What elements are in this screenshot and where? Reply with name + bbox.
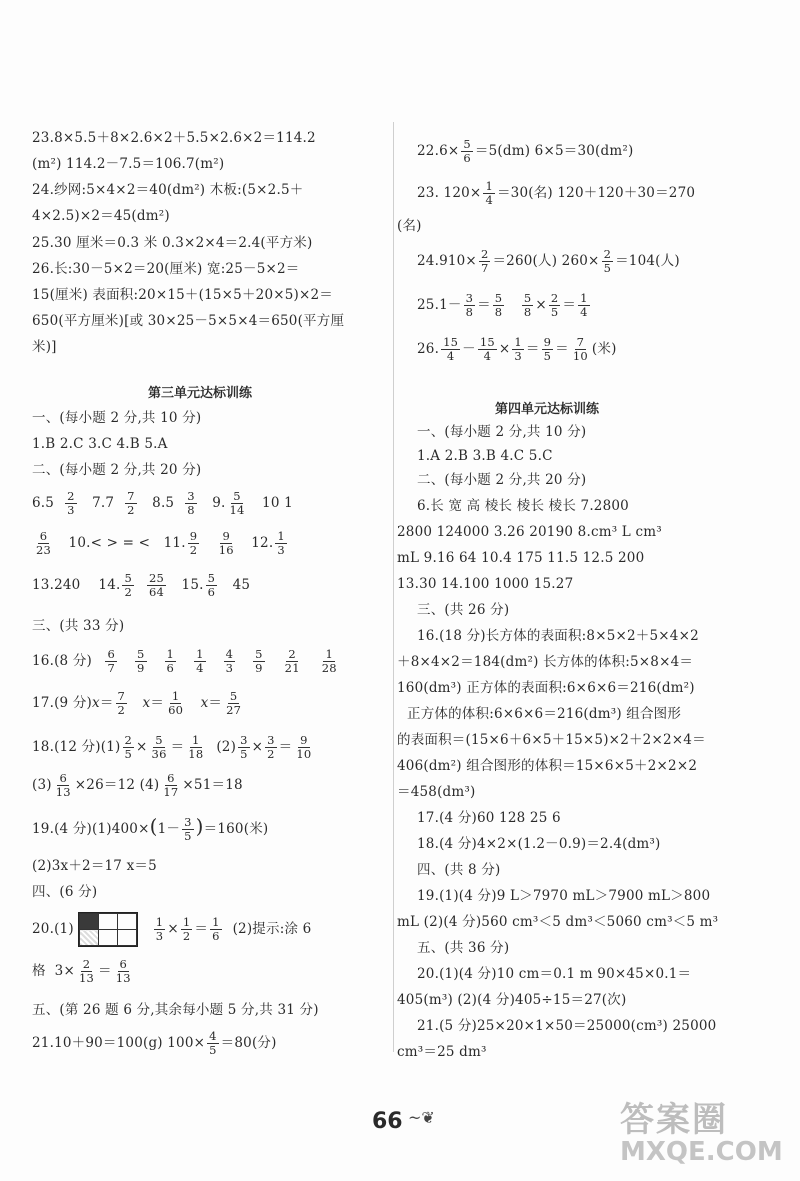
fraction: $\frac{6}{13}$ xyxy=(55,771,71,799)
fraction: $\frac{5}{9}$ xyxy=(255,647,263,675)
r24-result: ＝104(人) xyxy=(615,253,680,269)
unit4-section2-line2: 2800 124000 3.26 20190 8.cm³ L cm³ xyxy=(397,524,662,540)
watermark-logo: 答案圈 xyxy=(620,1100,728,1140)
q10-label: 10.< > = < xyxy=(68,535,151,551)
fraction: $\frac{25}{64}$ xyxy=(149,571,165,599)
unit3-q13-15 xyxy=(32,572,250,599)
unit3-q16 xyxy=(32,648,348,675)
fraction: $\frac{1}{4}$ xyxy=(485,179,493,207)
column-divider xyxy=(393,122,394,1052)
answer-26-line3: 650(平方厘米)[或 30×25－5×5×4＝650(平方厘 xyxy=(32,313,345,329)
fraction: $\frac{2}{3}$ xyxy=(67,489,75,517)
q19-label: 19.(4 分)(1)400× xyxy=(32,821,150,837)
unit4-q16-line6: 406(dm²) 组合图形的体积＝15×6×5＋2×2×2 xyxy=(397,758,698,774)
unit3-q20-line1: 20.(1) $\frac{1}{3}$ × $\frac{1}{2}$ ＝ $\frac{1}{6}$ (2)提示:涂 6 xyxy=(32,912,311,947)
fraction: $\frac{1}{3}$ xyxy=(514,335,522,363)
unit4-section4-header: 四、(共 8 分) xyxy=(417,862,501,878)
r23-result: ＝30(名) 120＋120＋30＝270 xyxy=(496,185,696,201)
q18-part4-expr: ×51＝18 xyxy=(182,777,243,793)
fraction: $\frac{2}{5}$ xyxy=(603,247,612,275)
q18-part3-label: (3) xyxy=(32,777,52,793)
q18-part3-expr: ×26＝12 (4) xyxy=(74,777,160,793)
q11-label: 11. xyxy=(163,535,186,551)
unit4-q21-line1: 21.(5 分)25×20×1×50＝25000(cm³) 25000 xyxy=(417,1018,717,1034)
unit3-q6-9 xyxy=(32,490,293,517)
unit3-q18-line2 xyxy=(32,772,243,799)
r26-label: 26. xyxy=(417,341,440,357)
fraction: $\frac{2}{21}$ xyxy=(284,647,300,675)
q12-label: 12. xyxy=(251,535,274,551)
fraction: $\frac{1}{6}$ xyxy=(212,915,220,943)
site-watermark xyxy=(620,1092,800,1167)
unit4-q19-line2: mL (2)(4 分)560 cm³＜5 dm³＜5060 cm³＜5 m³ xyxy=(397,914,719,930)
unit4-q17: 17.(4 分)60 128 25 6 xyxy=(417,810,561,826)
r23-label: 23. 120× xyxy=(417,185,482,201)
unit4-q16-line4: 正方体的体积:6×6×6＝216(dm³) 组合图形 xyxy=(407,706,682,722)
fraction: $\frac{5}{6}$ xyxy=(207,571,216,599)
unit4-section2-line3: mL 9.16 64 10.4 175 11.5 12.5 200 xyxy=(397,550,645,566)
fraction: $\frac{1}{60}$ xyxy=(168,689,184,717)
r26-unit: (米) xyxy=(591,341,617,357)
fraction: $\frac{9}{5}$ xyxy=(543,335,552,363)
fraction: $\frac{6}{23}$ xyxy=(36,529,52,557)
fraction: $\frac{6}{17}$ xyxy=(163,771,179,799)
fraction: $\frac{4}{3}$ xyxy=(225,647,234,675)
unit4-q21-line2: cm³＝25 dm³ xyxy=(397,1044,487,1060)
watermark-url: MXQE.COM xyxy=(620,1137,783,1167)
q21-result: ＝80(分) xyxy=(220,1035,277,1051)
page-number: 66 xyxy=(372,1109,403,1134)
answer-23-line2: (m²) 114.2－7.5＝106.7(m²) xyxy=(32,156,225,172)
unit4-q16-line2: ＋8×4×2＝184(dm²) 长方体的体积:5×8×4＝ xyxy=(397,654,694,670)
unit3-q17: 17.(9 分)x＝ $\frac{7}{2}$ x＝ $\frac{1}{60}$ x＝ $\frac{5}{27}$ xyxy=(32,689,242,717)
fraction: $\frac{6}{13}$ xyxy=(115,957,131,985)
fraction: $\frac{9}{10}$ xyxy=(296,733,312,761)
fraction: $\frac{15}{4}$ xyxy=(479,335,495,363)
unit4-q16-line1: 16.(18 分)长方体的表面积:8×5×2＋5×4×2 xyxy=(417,628,699,644)
page-ornament: ~❦ xyxy=(408,1108,435,1127)
unit3-q10-12 xyxy=(32,530,289,557)
shaded-grid-figure xyxy=(78,912,138,947)
q17-label: 17.(9 分) xyxy=(32,695,92,711)
unit4-section2-line4: 13.30 14.100 1000 15.27 xyxy=(397,576,574,592)
unit4-section2-line1: 6.长 宽 高 棱长 棱长 棱长 7.2800 xyxy=(417,498,629,514)
unit4-q19-line1: 19.(1)(4 分)9 L＞7970 mL＞7900 mL＞800 xyxy=(417,888,711,904)
q18-part2-label: (2) xyxy=(216,739,237,755)
unit4-q16-line5: 的表面积＝(15×6＋6×5＋15×5)×2＋2×2×4＝ xyxy=(397,732,706,748)
fraction: $\frac{3}{2}$ xyxy=(267,733,275,761)
unit3-q20-line2: 格 3× $\frac{2}{13}$ ＝ $\frac{6}{13}$ xyxy=(32,957,131,985)
fraction: $\frac{9}{2}$ xyxy=(189,529,198,557)
fraction: $\frac{5}{36}$ xyxy=(151,733,167,761)
q9-label: 9. xyxy=(212,495,226,511)
fraction: $\frac{3}{5}$ xyxy=(240,733,248,761)
q15-label: 15. xyxy=(181,577,204,593)
fraction: $\frac{5}{9}$ xyxy=(137,647,145,675)
fraction: $\frac{2}{5}$ xyxy=(124,733,133,761)
q16-label: 16.(8 分) xyxy=(32,653,92,669)
fraction: $\frac{2}{13}$ xyxy=(79,957,95,985)
answer-r22 xyxy=(417,138,633,165)
fraction: $\frac{5}{8}$ xyxy=(523,291,532,319)
fraction: $\frac{7}{2}$ xyxy=(117,689,126,717)
fraction: $\frac{1}{4}$ xyxy=(196,647,204,675)
q13-label: 13.240 xyxy=(32,577,81,593)
unit4-title: 第四单元达标训练 xyxy=(495,402,600,417)
fraction: $\frac{2}{7}$ xyxy=(480,247,489,275)
q20-label: 20.(1) xyxy=(32,921,74,937)
unit4-q16-line3: 160(dm³) 正方体的表面积:6×6×6＝216(dm²) xyxy=(397,680,695,696)
fraction: $\frac{9}{16}$ xyxy=(218,529,234,557)
q14-label: 14. xyxy=(98,577,121,593)
answer-r26: 26. $\frac{15}{4}$ － $\frac{15}{4}$ × $\frac{1}{3}$ ＝ $\frac{9}{5}$ ＝ $\frac{7}{10}$ (米) xyxy=(417,335,617,363)
answer-r23-unit: (名) xyxy=(397,218,422,234)
r24-label: 24.910× xyxy=(417,253,477,269)
unit3-section4-header: 四、(6 分) xyxy=(32,884,98,900)
fraction: $\frac{1}{18}$ xyxy=(188,733,204,761)
unit3-section5-header: 五、(第 26 题 6 分,其余每小题 5 分,共 31 分) xyxy=(32,1002,319,1018)
unit3-q19-line1: 19.(4 分)(1)400×(1－ $\frac{3}{5}$ )＝160(米) xyxy=(32,814,269,843)
answer-25: 25.30 厘米＝0.3 米 0.3×2×4＝2.4(平方米) xyxy=(32,235,313,251)
fraction: $\frac{7}{2}$ xyxy=(127,489,135,517)
q20-hint: (2)提示:涂 6 xyxy=(232,921,312,937)
r24-mid: ＝260(人) 260× xyxy=(492,253,600,269)
fraction: $\frac{1}{2}$ xyxy=(182,915,191,943)
unit4-q18: 18.(4 分)4×2×(1.2－0.9)＝2.4(dm³) xyxy=(417,836,661,852)
answer-r24 xyxy=(417,248,680,275)
q15-extra: 45 xyxy=(232,577,251,593)
r22-result: ＝5(dm) 6×5＝30(dm²) xyxy=(474,143,634,159)
q9-extra: 10 1 xyxy=(262,495,293,511)
fraction: $\frac{5}{6}$ xyxy=(463,137,471,165)
unit4-section3-header: 三、(共 26 分) xyxy=(417,602,510,618)
q6-label: 6.5 xyxy=(32,495,55,511)
unit3-section1-answers: 1.B 2.C 3.C 4.B 5.A xyxy=(32,436,168,452)
fraction: $\frac{1}{6}$ xyxy=(166,647,175,675)
fraction: $\frac{1}{4}$ xyxy=(580,291,588,319)
unit3-section3-header: 三、(共 33 分) xyxy=(32,618,125,634)
unit4-section1-answers: 1.A 2.B 3.B 4.C 5.C xyxy=(417,448,553,464)
fraction: $\frac{5}{14}$ xyxy=(229,489,245,517)
answer-26-line1: 26.长:30－5×2＝20(厘米) 宽:25－5×2＝ xyxy=(32,261,300,277)
fraction: $\frac{1}{3}$ xyxy=(277,529,285,557)
unit4-q16-line7: ＝458(dm³) xyxy=(397,784,476,800)
q8-label: 8.5 xyxy=(152,495,175,511)
unit4-q20-line2: 405(m³) (2)(4 分)405÷15＝27(次) xyxy=(397,992,627,1008)
fraction: $\frac{3}{8}$ xyxy=(187,489,195,517)
answer-24-line1: 24.纱网:5×4×2＝40(dm²) 木板:(5×2.5＋ xyxy=(32,182,304,198)
q7-label: 7.7 xyxy=(92,495,115,511)
fraction: $\frac{5}{27}$ xyxy=(226,689,242,717)
unit3-section1-header: 一、(每小题 2 分,共 10 分) xyxy=(32,410,202,426)
answer-23-line1: 23.8×5.5＋8×2.6×2＋5.5×2.6×2＝114.2 xyxy=(32,130,316,146)
q19-result: ＝160(米) xyxy=(203,821,269,837)
unit4-section1-header: 一、(每小题 2 分,共 10 分) xyxy=(417,424,587,440)
fraction: $\frac{15}{4}$ xyxy=(443,335,459,363)
q21-label: 21.10＋90＝100(g) 100× xyxy=(32,1035,206,1051)
q20-continuation: 格 xyxy=(32,963,46,979)
fraction: $\frac{7}{10}$ xyxy=(572,335,588,363)
q16-fractions xyxy=(96,647,347,675)
unit3-section2-header: 二、(每小题 2 分,共 20 分) xyxy=(32,462,202,478)
r25-label: 25.1－ xyxy=(417,297,462,313)
r22-label: 22.6× xyxy=(417,143,460,159)
fraction: $\frac{3}{8}$ xyxy=(465,291,474,319)
unit4-section5-header: 五、(共 36 分) xyxy=(417,940,510,956)
fraction: $\frac{5}{2}$ xyxy=(124,571,133,599)
fraction: $\frac{4}{5}$ xyxy=(209,1029,217,1057)
answer-26-line4: 米)] xyxy=(32,339,57,355)
unit3-q19-line2: (2)3x＋2＝17 x＝5 xyxy=(32,858,157,874)
fraction: $\frac{2}{5}$ xyxy=(550,291,559,319)
unit4-section2-header: 二、(每小题 2 分,共 20 分) xyxy=(417,472,587,488)
q18-label: 18.(12 分)(1) xyxy=(32,739,121,755)
answer-26-line2: 15(厘米) 表面积:20×15＋(15×5＋20×5)×2＝ xyxy=(32,287,334,303)
answer-r23 xyxy=(417,180,695,207)
fraction: $\frac{1}{3}$ xyxy=(155,915,164,943)
fraction: $\frac{3}{5}$ xyxy=(184,815,192,843)
fraction: $\frac{5}{8}$ xyxy=(494,291,503,319)
answer-r25: 25.1－ $\frac{3}{8}$ ＝ $\frac{5}{8}$ $\frac{5}{8}$ × $\frac{2}{5}$ ＝ $\frac{1}{4}$ xyxy=(417,291,588,319)
unit3-title: 第三单元达标训练 xyxy=(148,386,253,401)
unit4-q20-line1: 20.(1)(4 分)10 cm＝0.1 m 90×45×0.1＝ xyxy=(417,966,692,982)
fraction: $\frac{6}{7}$ xyxy=(107,647,116,675)
fraction: $\frac{1}{28}$ xyxy=(321,647,337,675)
unit3-q21 xyxy=(32,1030,277,1057)
answer-24-line2: 4×2.5)×2＝45(dm²) xyxy=(32,208,170,224)
unit3-q18-line1: 18.(12 分)(1) $\frac{2}{5}$ × $\frac{5}{36}$ ＝ $\frac{1}{18}$ (2) $\frac{3}{5}$ × $\frac{3}{2}$ ＝ $\frac{9}{10}$ xyxy=(32,733,312,761)
